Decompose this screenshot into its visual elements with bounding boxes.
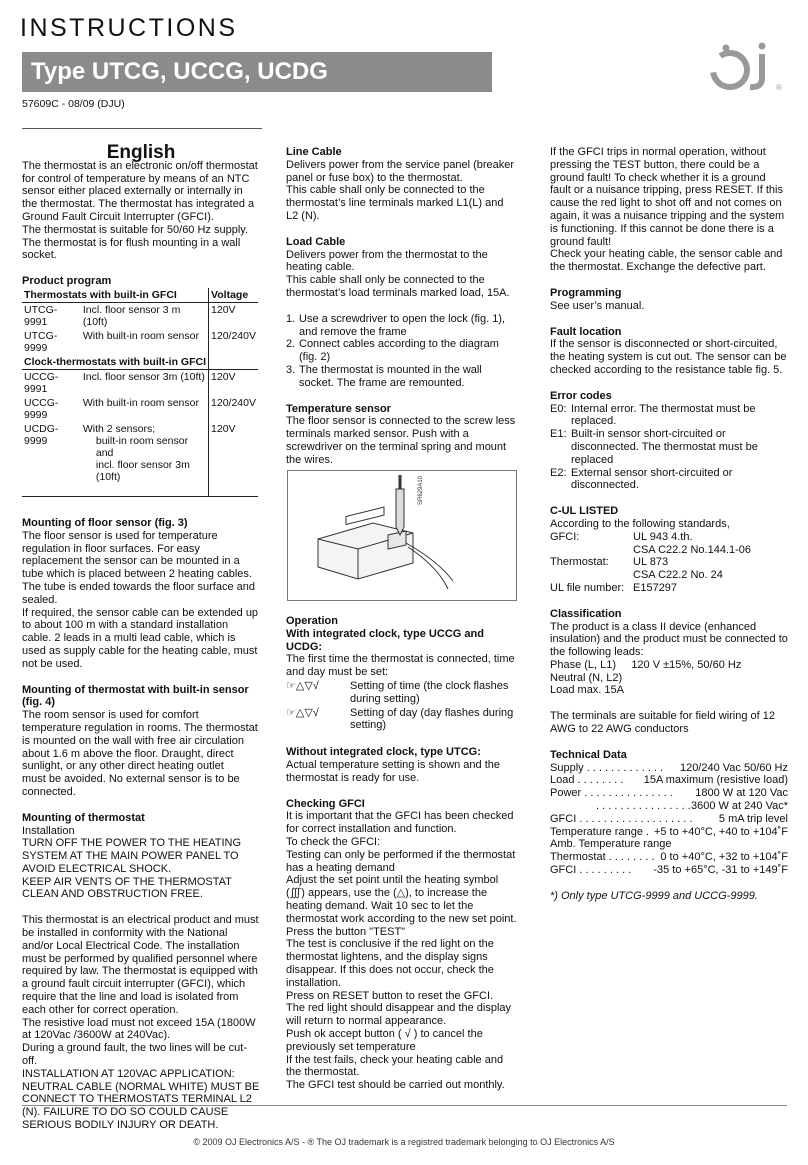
warning-power: TURN OFF THE POWER TO THE HEATING SYSTEM AT THE MAIN POWER PANEL TO AVOID ELECTRICAL SHOCK. xyxy=(22,837,241,875)
sensor-connection-figure xyxy=(287,470,517,601)
table-header: Thermostats with built-in GFCI xyxy=(22,288,209,303)
floor-sensor-text-2: If required, the sensor cable can be extended up to about 100 m with a standard installation cable. 2 leads in a multi lead cable, which is used as supply cable for the heating cable, must not be used. xyxy=(22,606,259,670)
clock-buttons-icon: ☞△▽√ xyxy=(286,679,319,692)
programming-text: See user’s manual. xyxy=(550,299,645,312)
tech-row: Thermostat . . . . . . . . 0 to +40°C, +32 to +104˚F xyxy=(550,851,788,864)
column-2-lower xyxy=(286,615,518,1092)
list-item: 1. Use a screwdriver to open the lock (fig. 1), and remove the frame xyxy=(286,312,506,338)
load-cable-heading: Load Cable xyxy=(286,235,346,248)
classification-load: Load max. 15A xyxy=(550,684,624,697)
warning-neutral: INSTALLATION AT 120VAC APPLICATION: NEUTRAL CABLE (NORMAL WHITE) MUST BE CONNECT TO THERMOSTATS TERMINAL L2 (N). FAILURE TO DO SO COULD CAUSE SERIOUS BODILY INJURY OR DEATH. xyxy=(22,1067,260,1132)
load-cable-text-2: This cable shall only be connected to the thermostat’s load terminals marked load, 15A. xyxy=(286,274,510,299)
product-program-heading: Product program xyxy=(22,275,112,288)
list-item: E1: Built-in sensor short-circuited or disconnected. The thermostat must be replaced xyxy=(550,428,758,466)
table-section-header: Clock-thermostats with built-in GFCI xyxy=(22,355,209,370)
gfci-text: Press on RESET button to reset the GFCI. xyxy=(286,989,494,1002)
language-heading: English xyxy=(106,142,176,163)
mount-thermostat-heading: Mounting of thermostat xyxy=(22,811,145,824)
thermostat-illustration xyxy=(288,471,516,600)
floor-sensor-text: The floor sensor is used for temperature regulation in floor surfaces. For easy replacement the sensor can be mounted in a tube which is placed between 2 heating cables. The tube is ended towards the floor surface and sealed. xyxy=(22,529,255,606)
terminals-text: The terminals are suitable for field wiring of 12 AWG to 22 AWG conductors xyxy=(550,710,775,736)
no-clock-heading: Without integrated clock, type UTCG: xyxy=(286,746,481,759)
gfci-trip-text-2: Check your heating cable, the sensor cable and the thermostat. Exchange the defective part. xyxy=(550,248,783,274)
table-row: UCCG-9999 With built-in room sensor 120/240V xyxy=(22,396,258,422)
cul-heading: C-UL LISTED xyxy=(550,505,619,518)
classification-text: The product is a class II device (enhanced insulation) and the product must be connected to the following leads: xyxy=(550,620,788,659)
technical-data-heading: Technical Data xyxy=(550,748,627,761)
no-clock-text: Actual temperature setting is shown and the thermostat is ready for use. xyxy=(286,758,501,784)
tech-row: Power . . . . . . . . . . . . . . . 1800 W at 120 Vac xyxy=(550,787,788,800)
clock-setting-time: ☞△▽√ Setting of time (the clock flashes during setting) xyxy=(286,679,509,705)
tech-row: Load . . . . . . . . 15A maximum (resistive load) xyxy=(550,774,788,787)
column-3 xyxy=(550,146,788,903)
fault-location-heading: Fault location xyxy=(550,325,622,338)
checking-gfci-heading: Checking GFCI xyxy=(286,797,365,810)
gfci-text: To check the GFCI: xyxy=(286,835,381,848)
floor-sensor-heading: Mounting of floor sensor (fig. 3) xyxy=(22,516,188,529)
temperature-sensor-text: The floor sensor is connected to the screw less terminals marked sensor. Push with a screwdriver on the terminal spring and mount the wires. xyxy=(286,415,516,466)
oj-logo xyxy=(690,40,790,96)
tech-row: Temperature range . +5 to +40°C, +40 to +104˚F xyxy=(550,825,788,838)
cul-row: Thermostat: UL 873 xyxy=(550,556,669,569)
table-header-voltage: Voltage xyxy=(209,288,258,303)
classification-neutral: Neutral (N, L2) xyxy=(550,671,623,684)
installation-steps xyxy=(286,313,518,390)
line-cable-heading: Line Cable xyxy=(286,146,342,158)
classification-heading: Classification xyxy=(550,607,622,620)
document-number: 57609C - 08/09 (DJU) xyxy=(22,98,125,110)
tech-row: Supply . . . . . . . . . . . . . 120/240 Vac 50/60 Hz xyxy=(550,761,788,774)
divider xyxy=(22,128,262,129)
gfci-text: Push ok accept button ( √ ) to cancel the previously set temperature xyxy=(286,1027,483,1053)
intro-mounting: The thermostat is for flush mounting in a wall socket. xyxy=(22,236,241,262)
mount-sensor-text-2: must be avoided. No external sensor is to be connected. xyxy=(22,773,240,798)
mount-sensor-text: The room sensor is used for comfort temperature regulation in rooms. The thermostat is mounted on the wall with free air circulation about 1.6 m above the floor. Draught, direct sunlight, or any other direct heating outlet xyxy=(22,709,258,773)
installation-label: Installation xyxy=(22,824,75,837)
list-item: E2: External sensor short-circuited or disconnected. xyxy=(550,466,733,492)
gfci-text: If the test fails, check your heating cable and the thermostat. xyxy=(286,1053,504,1079)
tech-row: GFCI . . . . . . . . . -35 to +65°C, -31 to +149˚F xyxy=(550,864,788,877)
gfci-text: The red light should disappear and the display will return to normal appearance. xyxy=(286,1002,512,1028)
clock-setting-day: ☞△▽√ Setting of day (day flashes during setting) xyxy=(286,706,514,732)
cul-row: UL file number: E157297 xyxy=(550,581,678,594)
table-row: UCDG-9999 With 2 sensors; built-in room sensor and incl. floor sensor 3m (10ft) 120V xyxy=(22,422,258,497)
column-2 xyxy=(286,146,518,467)
temperature-sensor-heading: Temperature sensor xyxy=(286,402,391,415)
table-row: UCCG-9991 Incl. floor sensor 3m (10ft) 120V xyxy=(22,369,258,396)
mount-sensor-heading: Mounting of thermostat with built-in sensor (fig. 4) xyxy=(22,683,249,709)
warning-vents: KEEP AIR VENTS OF THE THERMOSTAT CLEAN AND OBSTRUCTION FREE. xyxy=(22,875,232,901)
figure-code: SR629A10 xyxy=(418,475,424,505)
programming-heading: Programming xyxy=(550,286,622,299)
list-item: 3. The thermostat is mounted in the wall socket. The frame are remounted. xyxy=(286,363,482,389)
ground-fault-text: During a ground fault, the two lines will be cut-off. xyxy=(22,1042,248,1068)
gfci-trip-text: If the GFCI trips in normal operation, without pressing the TEST button, there could be a ground fault! To check whether it is a ground fault or a nuisance tripping, press RESET. If this cause the red light to shot off and not comes on again, it was a nuisance tripping and the system is functioning. If this cannot be done there is a ground fault! xyxy=(550,146,785,248)
gfci-text: Press the button "TEST" xyxy=(286,925,406,938)
gfci-text: It is important that the GFCI has been checked for correct installation and function. xyxy=(286,810,514,836)
operation-subheading: With integrated clock, type UCCG and UCDG: xyxy=(286,627,484,653)
cul-text: According to the following standards, xyxy=(550,517,730,530)
gfci-text: The test is conclusive if the red light on the thermostat lightens, and the display signs disappear. If this does not occur, check the installation. xyxy=(286,938,494,989)
fault-location-text: If the sensor is disconnected or short-circuited, the heating system is cut out. The sensor can be checked according to the resistance table fig. 5. xyxy=(550,338,787,376)
error-codes-heading: Error codes xyxy=(550,389,612,402)
operation-text: The first time the thermostat is connected, time and day must be set: xyxy=(286,653,515,679)
resistive-load-text: The resistive load must not exceed 15A (1800W at 120Vac /3600W at 240Vac). xyxy=(22,1016,256,1042)
gfci-text: Testing can only be performed if the thermostat has a heating demand xyxy=(286,848,516,874)
list-item: 2. Connect cables according to the diagram (fig. 2) xyxy=(286,338,499,364)
product-program-table xyxy=(22,288,258,497)
cul-row: CSA C22.2 No.144.1-06 xyxy=(633,543,752,556)
list-item: E0: Internal error. The thermostat must be replaced. xyxy=(550,402,756,428)
tech-row: . . . . . . . . . . . . . . . . 3600 W at 240 Vac* xyxy=(596,800,788,813)
load-cable-text: Delivers power from the thermostat to the heating cable. xyxy=(286,248,488,274)
document-title: INSTRUCTIONS xyxy=(20,14,238,42)
installation-text: This thermostat is an electrical product and must be installed in conformity with the National and/or Local Electrical Code. The installation must be performed by qualified personnel where required by law. The thermostat is equipped with a ground fault circuit interrupter (GFCI), which require that the line and load is isolated from each other for correct operation. xyxy=(22,914,259,1016)
svg-text:®: ® xyxy=(776,83,782,92)
tech-row: Amb. Temperature range xyxy=(550,838,672,851)
gfci-text: The GFCI test should be carried out monthly. xyxy=(286,1079,505,1092)
footnote: *) Only type UTCG-9999 and UCCG-9999. xyxy=(550,889,758,902)
gfci-text: Adjust the set point until the heating symbol (∭) appears, use the (△), to increase the heating demand. Wait 10 sec to let the thermostat work according to the new set point. xyxy=(286,874,517,925)
cul-row: CSA C22.2 No. 24 xyxy=(633,569,723,582)
table-row: UTCG-9991 Incl. floor sensor 3 m (10ft) 120V xyxy=(22,302,258,329)
line-cable-text: Delivers power from the service panel (breaker panel or fuse box) to the thermostat. xyxy=(286,158,515,184)
clock-buttons-icon: ☞△▽√ xyxy=(286,706,319,719)
classification-phase: Phase (L, L1) 120 V ±15%, 50/60 Hz xyxy=(550,658,742,671)
technical-data xyxy=(550,762,788,877)
line-cable-text-2: This cable shall only be connected to the thermostat’s line terminals marked L1(L) and L2 (N). xyxy=(286,184,504,222)
column-1 xyxy=(22,142,260,1132)
footer-copyright: © 2009 OJ Electronics A/S - ® The OJ trademark is a registred trademark belonging to OJ Electronics A/S xyxy=(193,1137,615,1147)
cul-row: GFCI: UL 943 4.th. xyxy=(550,530,693,543)
intro-text: The thermostat is an electronic on/off thermostat for control of temperature by means of an NTC sensor either placed externally or internally in the thermostat. The thermostat has integrated a Ground Fault Circuit Interrupter (GFCI). xyxy=(22,159,258,223)
type-title-bar: Type UTCG, UCCG, UCDG xyxy=(22,52,492,92)
intro-supply: The thermostat is suitable for 50/60 Hz supply. xyxy=(22,223,249,236)
table-row: UTCG-9999 With built-in room sensor 120/240V xyxy=(22,329,258,355)
operation-heading: Operation xyxy=(286,615,338,627)
tech-row: GFCI . . . . . . . . . . . . . . . . . . . 5 mA trip level xyxy=(550,812,788,825)
